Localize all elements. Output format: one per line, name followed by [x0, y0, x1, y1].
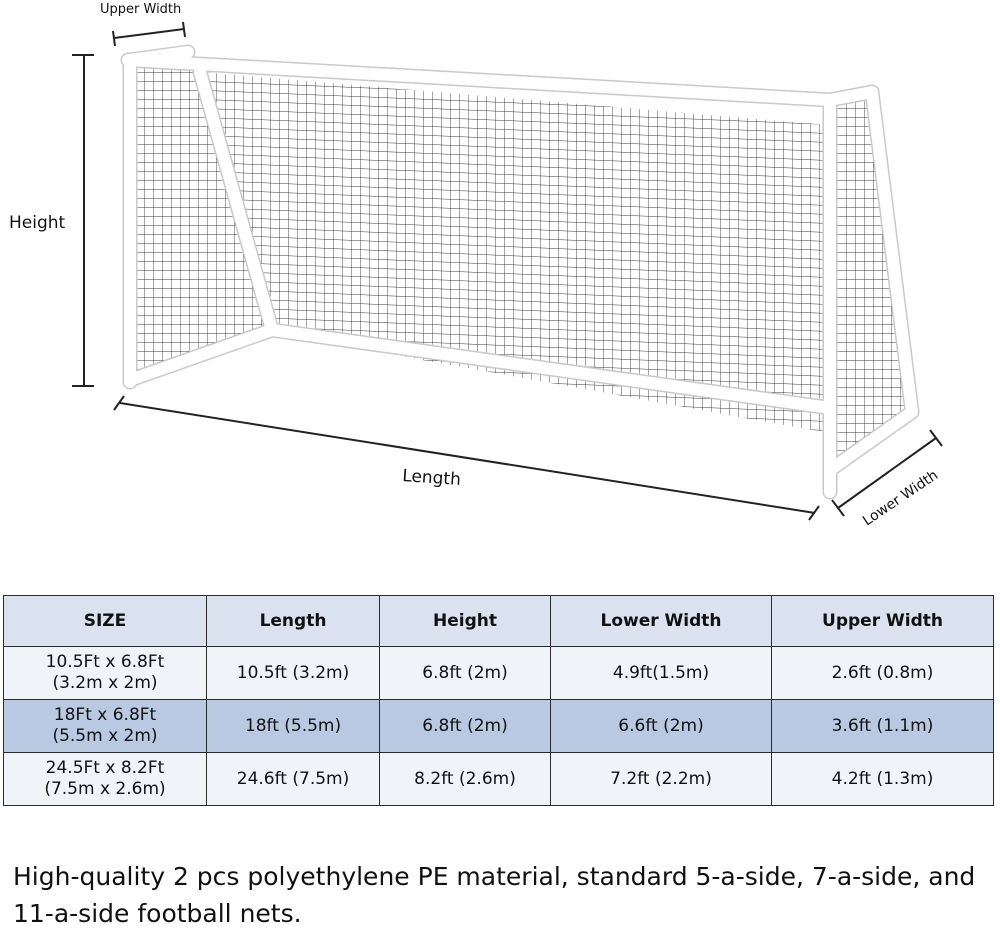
cell-height: 8.2ft (2.6m)	[380, 753, 551, 806]
cell-upper-width: 3.6ft (1.1m)	[772, 700, 994, 753]
size-table	[3, 595, 994, 806]
length-label: Length	[401, 466, 462, 491]
cell-lower-width: 7.2ft (2.2m)	[551, 753, 772, 806]
header-size: SIZE	[4, 596, 207, 647]
cell-length: 18ft (5.5m)	[207, 700, 380, 753]
height-label: Height	[9, 213, 66, 233]
cell-lower-width: 4.9ft(1.5m)	[551, 647, 772, 700]
header-lower-width: Lower Width	[551, 596, 772, 647]
header-height: Height	[380, 596, 551, 647]
cell-length: 10.5ft (3.2m)	[207, 647, 380, 700]
cell-height: 6.8ft (2m)	[380, 700, 551, 753]
table-row	[4, 647, 994, 700]
product-description: High-quality 2 pcs polyethylene PE material, standard 5-a-side, 7-a-side, and 11-a-side football nets.	[13, 862, 976, 928]
upper-width-label: Upper Width	[100, 2, 182, 17]
header-upper-width: Upper Width	[772, 596, 994, 647]
table-row	[4, 753, 994, 806]
cell-height: 6.8ft (2m)	[380, 647, 551, 700]
table-row	[4, 700, 994, 753]
length-marker	[114, 396, 819, 520]
cell-size: 18Ft x 6.8Ft (5.5m x 2m)	[4, 700, 207, 753]
table-header-row	[4, 596, 994, 647]
height-marker	[72, 55, 94, 386]
cell-lower-width: 6.6ft (2m)	[551, 700, 772, 753]
cell-upper-width: 4.2ft (1.3m)	[772, 753, 994, 806]
cell-size: 10.5Ft x 6.8Ft (3.2m x 2m)	[4, 647, 207, 700]
upper-width-marker	[113, 22, 185, 46]
cell-length: 24.6ft (7.5m)	[207, 753, 380, 806]
cell-size: 24.5Ft x 8.2Ft (7.5m x 2.6m)	[4, 753, 207, 806]
lower-width-label: Lower Width	[860, 467, 942, 530]
header-length: Length	[207, 596, 380, 647]
cell-upper-width: 2.6ft (0.8m)	[772, 647, 994, 700]
